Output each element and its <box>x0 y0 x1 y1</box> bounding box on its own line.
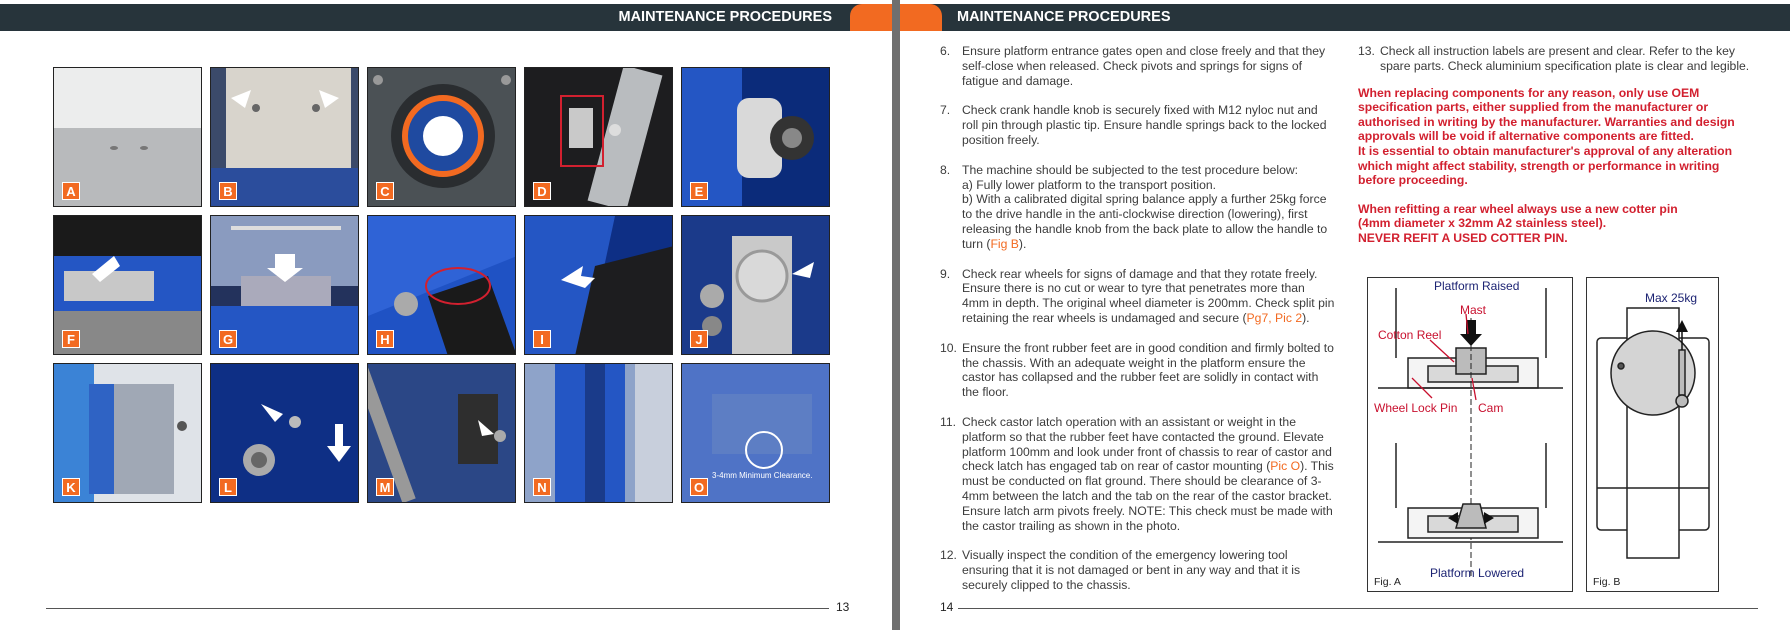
procedure-item-12: 12. Visually inspect the condition of the emergency lowering tool ensuring that it is not damaged or bent in any way and that it is securely clipped to the chassis. <box>940 548 1301 592</box>
photo-letter: B <box>219 182 237 200</box>
photo-letter: F <box>62 330 80 348</box>
procedure-column-2 <box>1358 44 1758 246</box>
figure-a <box>1367 277 1573 592</box>
photo-g <box>210 215 359 355</box>
procedure-item-10: 10. Ensure the front rubber feet are in good condition and firmly bolted to the chassis. With an adequate weight in the platform ensure the castor has collapsed and the rubber feet are solidly in contact with the floor. <box>940 340 1334 400</box>
left-page-number: 13 <box>836 600 850 614</box>
photo-o-caption: 3-4mm Minimum Clearance. <box>712 471 813 480</box>
procedure-item-7: 7. Check crank handle knob is securely fixed with M12 nyloc nut and roll pin through plastic tip. Ensure handle springs back to the locked position freely. <box>940 103 1327 147</box>
photo-letter: A <box>62 182 80 200</box>
right-header <box>900 4 1790 31</box>
photo-letter: O <box>690 478 708 496</box>
figure-b-diagram <box>1587 278 1720 593</box>
photo-letter: H <box>376 330 394 348</box>
photo-letter: C <box>376 182 394 200</box>
procedure-item-13: 13. Check all instruction labels are present and clear. Refer to the key spare parts. Check aluminium specification plate is clear and legible. <box>1358 44 1750 73</box>
left-page <box>0 0 892 630</box>
left-header <box>0 4 892 31</box>
photo-i <box>524 215 673 355</box>
photo-b <box>210 67 359 207</box>
procedure-item-11: 11. Check castor latch operation with an assistant or weight in the platform so that the rubber feet have contacted the ground. Elevate platform 100mm and look under front of chassis to rear of castor and check latch has engaged tab on rear of castor mounting (Pic O). This must be conducted on flat ground. There should be clearance of 3-4mm between the latch and the tab on the rear of the castor bracket. Ensure latch arm pivots freely. NOTE: This check must be made with the castor trailing as shown in the photo. <box>940 414 1334 533</box>
photo-e <box>681 67 830 207</box>
pic-o-link[interactable]: Pic O <box>1270 459 1301 474</box>
fig-b-link[interactable]: Fig B <box>990 236 1019 251</box>
warning-never-refit: NEVER REFIT A USED COTTER PIN. <box>1358 230 1568 245</box>
right-page <box>900 0 1790 630</box>
right-header-tab <box>900 4 942 31</box>
label-cotton-reel: Cotton Reel <box>1378 328 1442 342</box>
photo-letter: K <box>62 478 80 496</box>
left-header-tab <box>850 4 892 31</box>
label-cam: Cam <box>1478 401 1504 415</box>
procedure-item-9: 9. Check rear wheels for signs of damage and that they rotate freely. Ensure there is no cut or wear to tyre that penetrates more than 4mm in depth. The original wheel diameter is 200mm. Check split pin retaining the rear wheels is undamaged and secure (Pg7, Pic 2). <box>940 266 1335 325</box>
photo-f <box>53 215 202 355</box>
photo-l <box>210 363 359 503</box>
procedure-item-6: 6. Ensure platform entrance gates open and close freely and that they self-close when released. Check pivots and springs for signs of fatigue and damage. <box>940 44 1326 88</box>
photo-a <box>53 67 202 207</box>
photo-grid <box>53 67 828 503</box>
label-wheel-lock-pin: Wheel Lock Pin <box>1374 401 1458 415</box>
procedure-item-8: 8. The machine should be subjected to the test procedure below: a) Fully lower platform to the transport position. b) With a calibrated digital spring balance apply a further 25kg force to the drive handle in the anti-clockwise direction (lowering), first releasing the handle knob from the back plate to allow the handle to turn (Fig B). <box>940 162 1328 251</box>
photo-letter: J <box>690 330 708 348</box>
photo-h <box>367 215 516 355</box>
label-max-25kg: Max 25kg <box>1645 291 1698 305</box>
warning-oem-parts: When replacing components for any reason, only use OEM specification parts, either supplied from the manufacturer or authorised in writing by the manufacturer. Warranties and design approvals will be void if alternative components are fitted. <box>1358 85 1735 144</box>
photo-letter: E <box>690 182 708 200</box>
photo-c <box>367 67 516 207</box>
photo-j <box>681 215 830 355</box>
photo-letter: M <box>376 478 394 496</box>
photo-letter: N <box>533 478 551 496</box>
photo-k <box>53 363 202 503</box>
warning-approval: It is essential to obtain manufacturer's approval of any alteration which might affect stability, strength or performance in writing before proceeding. <box>1358 143 1733 188</box>
photo-c-text: ELEVATE <box>423 131 459 140</box>
left-footer-line <box>46 608 829 609</box>
right-footer-line <box>958 608 1758 609</box>
label-platform-raised: Platform Raised <box>1434 279 1520 293</box>
pg7-pic2-link[interactable]: Pg7, Pic 2 <box>1246 310 1303 325</box>
figure-a-label: Fig. A <box>1374 576 1401 588</box>
label-mast: Mast <box>1460 303 1487 317</box>
figure-a-diagram <box>1368 278 1574 593</box>
procedure-column-1 <box>940 44 1335 608</box>
photo-m <box>367 363 516 503</box>
left-header-title: MAINTENANCE PROCEDURES <box>618 9 832 25</box>
warning-cotter-pin: When refitting a rear wheel always use a new cotter pin (4mm diameter x 32mm A2 stainless steel). <box>1358 201 1678 231</box>
photo-d <box>524 67 673 207</box>
label-platform-lowered: Platform Lowered <box>1430 566 1525 580</box>
photo-letter: L <box>219 478 237 496</box>
figure-b <box>1586 277 1719 592</box>
right-page-number: 14 <box>940 600 954 614</box>
photo-n <box>524 363 673 503</box>
photo-o <box>681 363 830 503</box>
figure-b-label: Fig. B <box>1593 576 1621 588</box>
photo-letter: I <box>533 330 551 348</box>
photo-letter: D <box>533 182 551 200</box>
photo-letter: G <box>219 330 237 348</box>
right-header-title: MAINTENANCE PROCEDURES <box>957 9 1171 25</box>
